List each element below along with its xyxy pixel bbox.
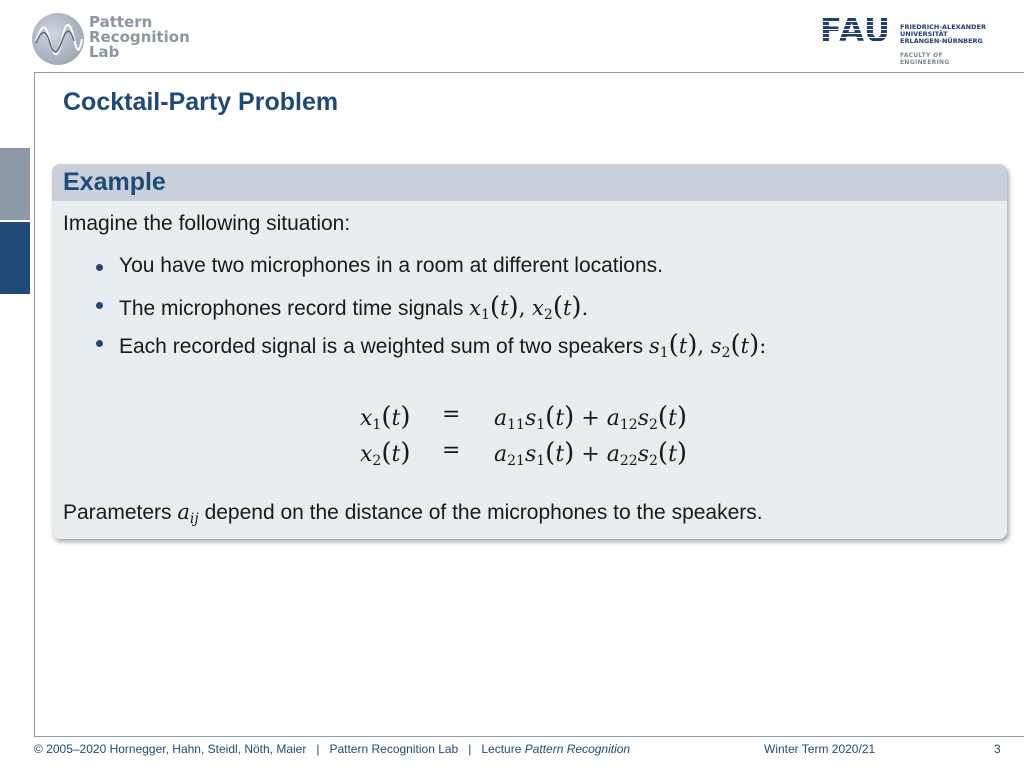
fau-logo-sub2: UNIVERSITÄT: [900, 30, 948, 38]
bullet-text: You have two microphones in a room at different locations.: [119, 254, 663, 277]
lab-logo-line1: Pattern: [89, 13, 153, 31]
bullet-text: Each recorded signal is a weighted sum of two speakers: [119, 335, 649, 358]
lab-logo-line2: Recognition: [89, 28, 190, 46]
bullet-icon: [96, 264, 103, 271]
fau-logo-university: [900, 24, 986, 45]
equation-line-1: $x_1(t)$ = $a_{11}s_1(t) + a_{12}s_2(t)$: [360, 402, 688, 433]
formula-signals: $x_1(t)$, $x_2(t)$.: [469, 292, 589, 323]
footer-lecture-name: Pattern Recognition: [524, 742, 631, 756]
parameters-text: [63, 500, 763, 527]
footer-rule: [34, 736, 1024, 737]
formula-speakers: $s_1(t)$, $s_2(t)$:: [648, 330, 767, 361]
example-block-title: Example: [63, 168, 166, 196]
bullet-icon: [96, 340, 103, 347]
params-suffix: depend on the distance of the microphones to the speakers.: [198, 501, 763, 524]
example-block: [52, 164, 1007, 539]
example-block-header: [52, 164, 1007, 201]
fau-logo: [820, 11, 990, 66]
fau-logo-faculty: FACULTY OF ENGINEERING: [900, 52, 950, 66]
left-rule: [34, 72, 35, 736]
footer-term: Winter Term 2020/21: [764, 742, 876, 756]
section-tab-previous: [0, 148, 30, 220]
lab-logo-icon: [32, 13, 84, 65]
bullet-list: [52, 254, 766, 368]
header-rule: [34, 72, 1024, 73]
fau-logo-letters: FAU: [820, 11, 891, 49]
pattern-recognition-lab-logo: [32, 13, 192, 69]
slide-title: Cocktail-Party Problem: [63, 88, 339, 116]
bullet-item-signals: [52, 292, 766, 330]
bullet-item-microphones: [52, 254, 766, 292]
footer-credits: [34, 742, 630, 756]
footer-copyright: © 2005–2020 Hornegger, Hahn, Steidl, Nöth, Maier | Pattern Recognition Lab | Lecture: [34, 742, 525, 756]
lab-logo-text: [89, 15, 190, 60]
bullet-text: The microphones record time signals: [119, 297, 470, 320]
block-intro-text: Imagine the following situation:: [63, 212, 351, 235]
bullet-icon: [96, 302, 103, 309]
fau-logo-sub3: ERLANGEN-NÜRNBERG: [900, 37, 983, 45]
bullet-item-weighted-sum: [52, 330, 766, 368]
params-prefix: Parameters: [63, 501, 178, 524]
formula-aij: $a_{ij}$: [177, 500, 199, 527]
page-number: 3: [994, 742, 1001, 756]
section-tab-current: [0, 222, 30, 294]
fau-logo-sub1: FRIEDRICH-ALEXANDER: [900, 23, 986, 31]
equation-line-2: $x_2(t)$ = $a_{21}s_1(t) + a_{22}s_2(t)$: [360, 438, 688, 469]
lab-logo-line3: Lab: [89, 43, 120, 61]
